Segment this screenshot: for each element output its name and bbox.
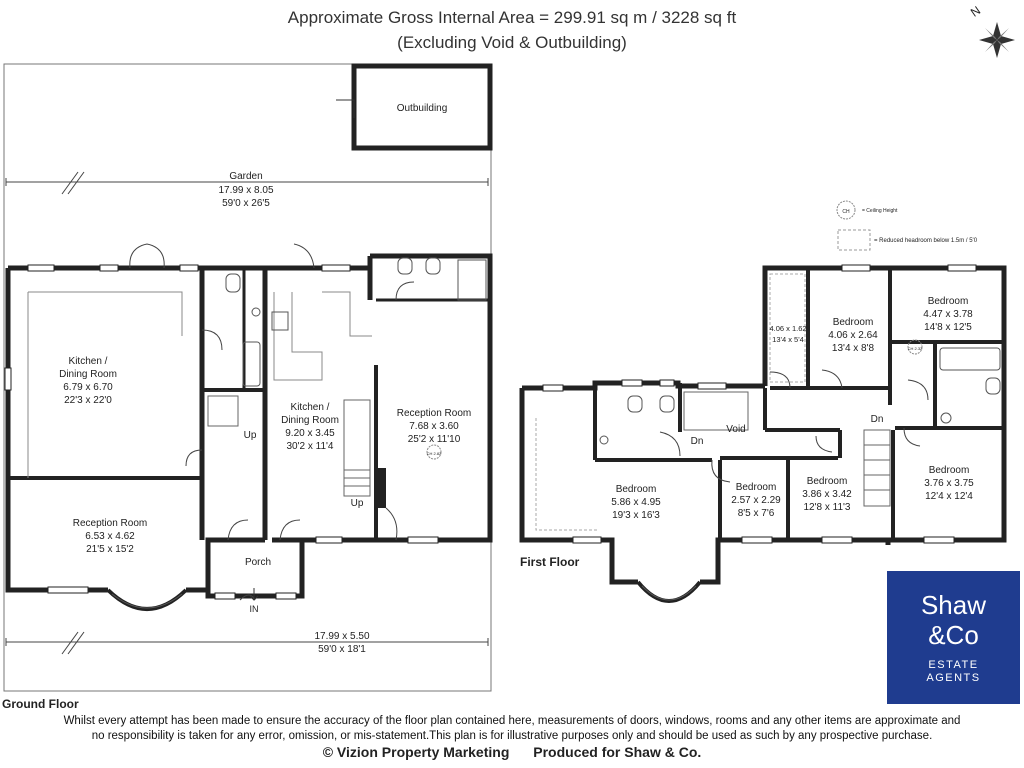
store-metric: 4.06 x 1.62 — [769, 324, 807, 333]
kitchen-mid-name2: Dining Room — [281, 415, 339, 426]
kitchen-left-name1: Kitchen / — [68, 356, 108, 367]
bedroom-mid-imperial: 12'8 x 11'3 — [803, 502, 851, 513]
store-imperial: 13'4 x 5'4 — [772, 335, 804, 344]
bedroom-top-right-name: Bedroom — [927, 296, 969, 307]
bedroom-mid-name: Bedroom — [806, 476, 848, 487]
bedroom-ceiling-height: CH 2.32 — [907, 346, 923, 351]
bedroom-main-name: Bedroom — [615, 484, 657, 495]
disclaimer-line1: Whilst every attempt has been made to ensure the accuracy of the floor plan contained here, measurements of doors, windows, rooms and any other items are approximate and — [63, 715, 961, 727]
garden-metric: 17.99 x 8.05 — [218, 185, 274, 196]
garden-label: Garden — [229, 171, 263, 182]
kitchen-left-name2: Dining Room — [59, 369, 117, 380]
bedroom-top-mid-imperial: 13'4 x 8'8 — [831, 343, 875, 354]
bedroom-right-imperial: 12'4 x 12'4 — [925, 491, 973, 502]
bedroom-right-metric: 3.76 x 3.75 — [924, 478, 974, 489]
void-label: Void — [726, 424, 746, 435]
kitchen-left-imperial: 22'3 x 22'0 — [64, 395, 112, 406]
legend-ch-text: = Ceiling Height — [862, 208, 898, 214]
compass-icon — [968, 3, 1015, 58]
reception-right-name: Reception Room — [396, 408, 472, 419]
stairs-up-label-2: Up — [350, 498, 364, 509]
bedroom-mid-metric: 3.86 x 3.42 — [802, 489, 852, 500]
stairs-up-label-1: Up — [243, 430, 257, 441]
bedroom-small-imperial: 8'5 x 7'6 — [737, 508, 775, 519]
bedroom-top-mid-name: Bedroom — [832, 317, 874, 328]
bedroom-small-name: Bedroom — [735, 482, 777, 493]
logo-line2: &Co — [928, 620, 979, 650]
porch-label: Porch — [244, 557, 272, 568]
bedroom-right-name: Bedroom — [928, 465, 970, 476]
bedroom-small-metric: 2.57 x 2.29 — [731, 495, 781, 506]
kitchen-mid-metric: 9.20 x 3.45 — [285, 428, 335, 439]
bedroom-top-mid-metric: 4.06 x 2.64 — [828, 330, 878, 341]
credit-left: © Vizion Property Marketing — [322, 744, 510, 760]
area-title: Approximate Gross Internal Area = 299.91 sq m / 3228 sq ft — [287, 8, 737, 27]
front-garden-imperial: 59'0 x 18'1 — [318, 644, 366, 655]
reception-left-imperial: 21'5 x 15'2 — [86, 544, 134, 555]
reception-right-metric: 7.68 x 3.60 — [409, 421, 459, 432]
garden-imperial: 59'0 x 26'5 — [222, 198, 270, 209]
first-floor-title: First Floor — [520, 555, 580, 569]
legend-reduced-text: = Reduced headroom below 1.5m / 5'0 — [874, 238, 978, 244]
compass-north-label: N — [967, 3, 984, 20]
shaw-co-logo — [887, 571, 1020, 704]
front-garden-metric: 17.99 x 5.50 — [314, 631, 370, 642]
reception-left-name: Reception Room — [72, 518, 148, 529]
stairs-down-label-1: Dn — [690, 436, 704, 447]
reception-left-metric: 6.53 x 4.62 — [85, 531, 135, 542]
legend-ch-symbol: CH — [842, 209, 850, 215]
kitchen-left-metric: 6.79 x 6.70 — [63, 382, 113, 393]
kitchen-mid-imperial: 30'2 x 11'4 — [286, 441, 334, 452]
entrance-label: IN — [249, 604, 259, 614]
reception-right-imperial: 25'2 x 11'10 — [407, 434, 461, 445]
reception-ceiling-height: CH 2.82 — [426, 451, 442, 456]
disclaimer-line2: no responsibility is taken for any error, omission, or mis-statement.This plan is for illustrative purposes only and should be used as such by any prospective purchase. — [91, 730, 933, 742]
stairs-down-label-2: Dn — [870, 414, 884, 425]
credit-right: Produced for Shaw & Co. — [533, 744, 702, 760]
front-dimension-line — [6, 632, 488, 654]
bedroom-top-right-metric: 4.47 x 3.78 — [923, 309, 973, 320]
bedroom-main-metric: 5.86 x 4.95 — [611, 497, 661, 508]
kitchen-mid-name1: Kitchen / — [290, 402, 330, 413]
credits — [0, 744, 1024, 760]
logo-line3: ESTATE — [928, 659, 979, 671]
outbuilding-label: Outbuilding — [396, 103, 448, 114]
bedroom-top-right-imperial: 14'8 x 12'5 — [924, 322, 972, 333]
logo-line4: AGENTS — [926, 672, 981, 684]
area-subtitle: (Excluding Void & Outbuilding) — [397, 33, 627, 52]
ground-floor-title: Ground Floor — [2, 697, 79, 711]
logo-line1: Shaw — [920, 590, 987, 620]
bedroom-main-imperial: 19'3 x 16'3 — [612, 510, 660, 521]
